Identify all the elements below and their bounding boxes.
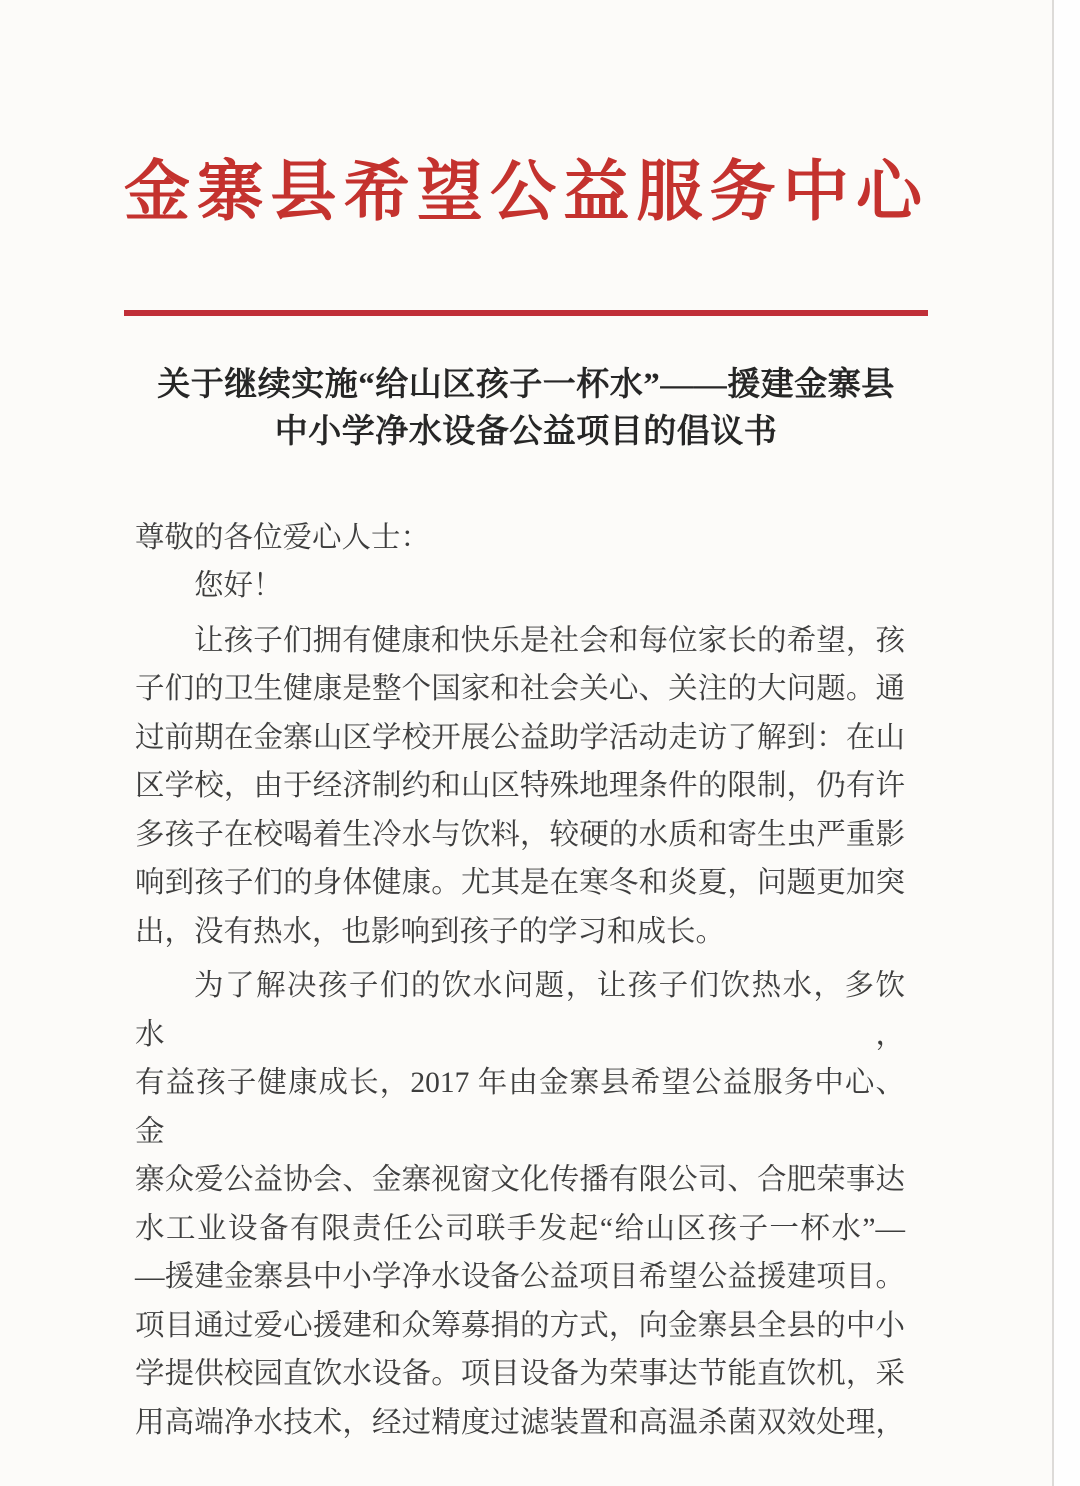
body-line: 出，没有热水，也影响到孩子的学习和成长。 [135, 915, 726, 948]
body-line: 多孩子在校喝着生冷水与饮料，较硬的水质和寄生虫严重影 [135, 818, 905, 851]
paragraph-1 [135, 617, 905, 957]
body-line: 子们的卫生健康是整个国家和社会关心、关注的大问题。通 [135, 673, 905, 706]
body-line: 学提供校园直饮水设备。项目设备为荣事达节能直饮机，采 [135, 1358, 905, 1391]
document-title-line-1: 关于继续实施“给山区孩子一杯水”——援建金寨县 [157, 366, 895, 403]
body-line: 响到孩子们的身体健康。尤其是在寒冬和炎夏，问题更加突 [135, 867, 905, 900]
letterhead-rule [124, 310, 928, 316]
scan-edge-line [1052, 0, 1054, 1486]
scan-margin-strip [1054, 0, 1080, 1486]
body-line: 有益孩子健康成长，2017 年由金寨县希望公益服务中心、金 [135, 1067, 905, 1148]
greeting: 您好！ [194, 570, 283, 603]
body-line: 项目通过爱心援建和众筹募捐的方式，向金寨县全县的中小 [135, 1309, 905, 1342]
document-content [124, 158, 928, 1447]
body-line: —援建金寨县中小学净水设备公益项目希望公益援建项目。 [135, 1261, 905, 1294]
paragraph-2 [135, 962, 905, 1447]
salutation: 尊敬的各位爱心人士： [135, 521, 431, 554]
document-title [124, 362, 928, 456]
body-line: 区学校，由于经济制约和山区特殊地理条件的限制，仍有许 [135, 770, 905, 803]
body-line: 为了解决孩子们的饮水问题，让孩子们饮热水，多饮水， [135, 970, 905, 1051]
body-line: 用高端净水技术，经过精度过滤装置和高温杀菌双效处理， [135, 1406, 905, 1439]
letterhead-org-name: 金寨县希望公益服务中心 [124, 156, 922, 229]
document-title-line-2: 中小学净水设备公益项目的倡议书 [274, 413, 778, 450]
body-line: 水工业设备有限责任公司联手发起“给山区孩子一杯水”— [135, 1212, 905, 1245]
body-line: 让孩子们拥有健康和快乐是社会和每位家长的希望，孩 [194, 624, 905, 657]
body-line: 过前期在金寨山区学校开展公益助学活动走访了解到：在山 [135, 721, 905, 754]
body-line: 寨众爱公益协会、金寨视窗文化传播有限公司、合肥荣事达 [135, 1164, 905, 1197]
letter-body [135, 514, 905, 1448]
